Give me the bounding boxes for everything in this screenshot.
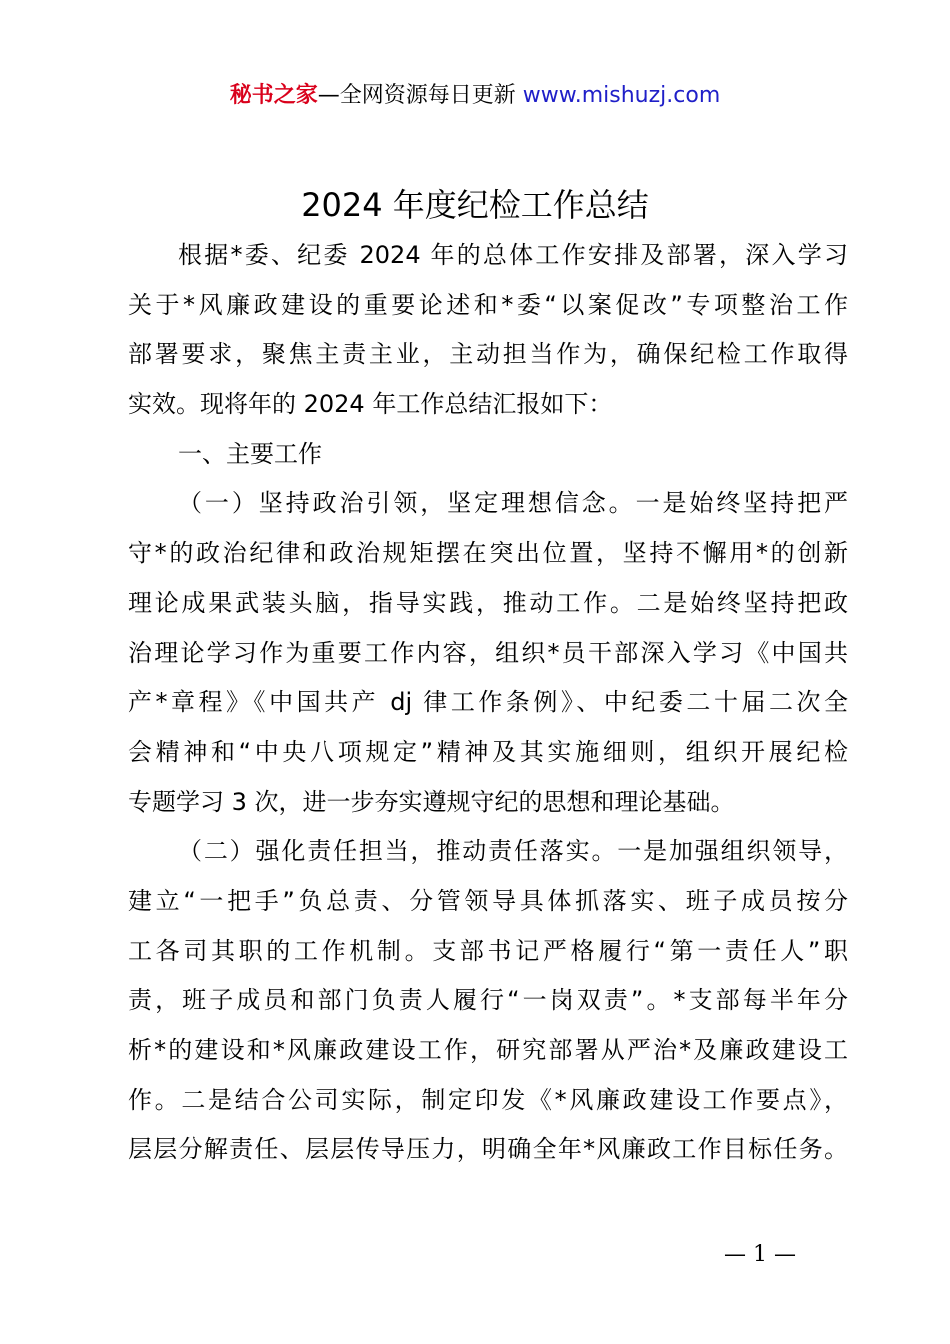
paragraph-line: 根据*委、纪委 2024 年的总体工作安排及部署，深入学习: [178, 241, 848, 269]
paragraph-line: 产*章程》《中国共产 dj 律工作条例》、中纪委二十届二次全: [128, 688, 848, 717]
site-tagline: —全网资源每日更新: [317, 83, 516, 108]
paragraph-line: 治理论学习作为重要工作内容，组织*员干部深入学习《中国共: [128, 638, 848, 667]
document-body: [128, 231, 848, 1175]
document-title: 2024 年度纪检工作总结: [301, 186, 649, 224]
paragraph-line: 守*的政治纪律和政治规矩摆在突出位置，坚持不懈用*的创新: [128, 539, 848, 568]
site-url-link[interactable]: www.mishuzj.com: [522, 83, 721, 108]
paragraph-line: 析*的建设和*风廉政建设工作，研究部署从严治*及廉政建设工: [128, 1036, 848, 1064]
paragraph-line: 理论成果武装头脑，指导实践，推动工作。二是始终坚持把政: [128, 588, 848, 617]
paragraph-line: 会精神和“中央八项规定”精神及其实施细则，组织开展纪检: [128, 737, 848, 766]
section-heading: 一、主要工作: [178, 439, 322, 468]
paragraph-line: 关于*风廉政建设的重要论述和*委“以案促改”专项整治工作: [128, 290, 848, 319]
paragraph-line: （二）强化责任担当，推动责任落实。一是加强组织领导，: [178, 837, 848, 866]
paragraph-line: 专题学习 3 次，进一步夯实遵规守纪的思想和理论基础。: [128, 787, 735, 816]
paragraph-line: 实效。现将年的 2024 年工作总结汇报如下：: [128, 390, 613, 419]
site-header: [0, 80, 950, 112]
paragraph-line: （一）坚持政治引领，坚定理想信念。一是始终坚持把严: [178, 489, 848, 518]
page-number: — 1 —: [724, 1242, 796, 1267]
paragraph-line: 建立“一把手”负总责、分管领导具体抓落实、班子成员按分: [128, 886, 848, 915]
site-brand: 秘书之家: [229, 83, 318, 108]
paragraph-line: 责，班子成员和部门负责人履行“一岗双责”。*支部每半年分: [128, 986, 848, 1015]
paragraph-line: 工各司其职的工作机制。支部书记严格履行“第一责任人”职: [128, 936, 848, 965]
paragraph-line: 作。二是结合公司实际，制定印发《*风廉政建设工作要点》，: [128, 1085, 848, 1114]
paragraph-line: 部署要求，聚焦主责主业，主动担当作为，确保纪检工作取得: [128, 340, 848, 369]
paragraph-line: 层层分解责任、层层传导压力，明确全年*风廉政工作目标任务。: [128, 1135, 848, 1164]
